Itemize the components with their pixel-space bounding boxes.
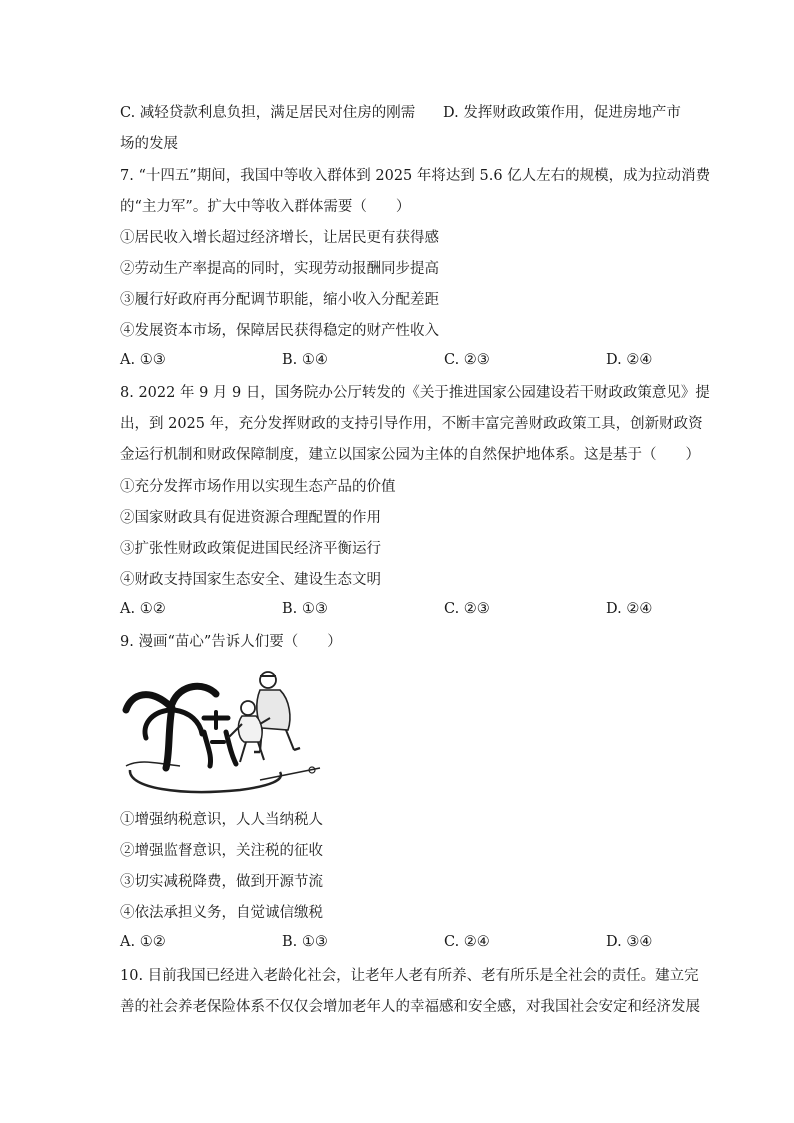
q8-stem-line3: 金运行机制和财政保障制度，建立以国家公园为主体的自然保护地体系。这是基于（ ） xyxy=(120,447,700,463)
q9-item-2: ②增强监督意识，关注税的征收 xyxy=(120,843,323,859)
q6-option-d-continued: 场的发展 xyxy=(120,136,178,152)
q7-item-3: ③履行好政府再分配调节职能，缩小收入分配差距 xyxy=(120,292,439,308)
q8-option-c[interactable]: C. ②③ xyxy=(444,601,490,617)
q7-option-d[interactable]: D. ②④ xyxy=(606,352,653,368)
q9-item-3: ③切实减税降费，做到开源节流 xyxy=(120,874,323,890)
q8-item-2: ②国家财政具有促进资源合理配置的作用 xyxy=(120,510,381,526)
q9-options xyxy=(120,934,680,954)
q8-stem-line1: 8. 2022 年 9 月 9 日，国务院办公厅转发的《关于推进国家公园建设若干财政政策意见》提 xyxy=(120,385,710,401)
q7-stem-line1: 7. “十四五”期间，我国中等收入群体到 2025 年将达到 5.6 亿人左右的规模，成为拉动消费 xyxy=(120,168,711,184)
q7-item-2: ②劳动生产率提高的同时，实现劳动报酬同步提高 xyxy=(120,261,439,277)
q8-option-b[interactable]: B. ①③ xyxy=(282,601,328,617)
q10-stem-line1: 10. 目前我国已经进入老龄化社会，让老年人老有所养、老有所乐是全社会的责任。建立完 xyxy=(120,968,699,984)
q9-option-b[interactable]: B. ①③ xyxy=(282,934,328,950)
q8-item-1: ①充分发挥市场作用以实现生态产品的价值 xyxy=(120,479,396,495)
q8-options xyxy=(120,601,680,621)
q8-option-a[interactable]: A. ①② xyxy=(120,601,166,617)
q7-item-1: ①居民收入增长超过经济增长，让居民更有获得感 xyxy=(120,230,439,246)
q7-options xyxy=(120,352,680,372)
q8-stem-line2: 出，到 2025 年，充分发挥财政的支持引导作用，不断丰富完善财政政策工具，创新财政资 xyxy=(120,416,703,432)
q8-item-4: ④财政支持国家生态安全、建设生态文明 xyxy=(120,572,381,588)
q7-item-4: ④发展资本市场，保障居民获得稳定的财产性收入 xyxy=(120,323,439,339)
q9-option-a[interactable]: A. ①② xyxy=(120,934,166,950)
q8-item-3: ③扩张性财政政策促进国民经济平衡运行 xyxy=(120,541,381,557)
q9-option-c[interactable]: C. ②④ xyxy=(444,934,490,950)
q6-option-c: C. 减轻贷款利息负担，满足居民对住房的刚需 xyxy=(120,105,416,121)
q8-option-d[interactable]: D. ②④ xyxy=(606,601,653,617)
miaoxin-cartoon-image xyxy=(120,668,330,798)
q9-option-d[interactable]: D. ③④ xyxy=(606,934,653,950)
q9-item-4: ④依法承担义务，自觉诚信缴税 xyxy=(120,905,323,921)
q7-option-b[interactable]: B. ①④ xyxy=(282,352,328,368)
q10-stem-line2: 善的社会养老保险体系不仅仅会增加老年人的幸福感和安全感，对我国社会安定和经济发展 xyxy=(120,999,700,1015)
q7-option-c[interactable]: C. ②③ xyxy=(444,352,490,368)
q9-item-1: ①增强纳税意识，人人当纳税人 xyxy=(120,812,323,828)
q7-option-a[interactable]: A. ①③ xyxy=(120,352,166,368)
q6-option-d: D. 发挥财政政策作用，促进房地产市 xyxy=(443,105,681,121)
q9-stem: 9. 漫画“苗心”告诉人们要（ ） xyxy=(120,634,342,650)
q7-stem-line2: 的“主力军”。扩大中等收入群体需要（ ） xyxy=(120,199,411,215)
